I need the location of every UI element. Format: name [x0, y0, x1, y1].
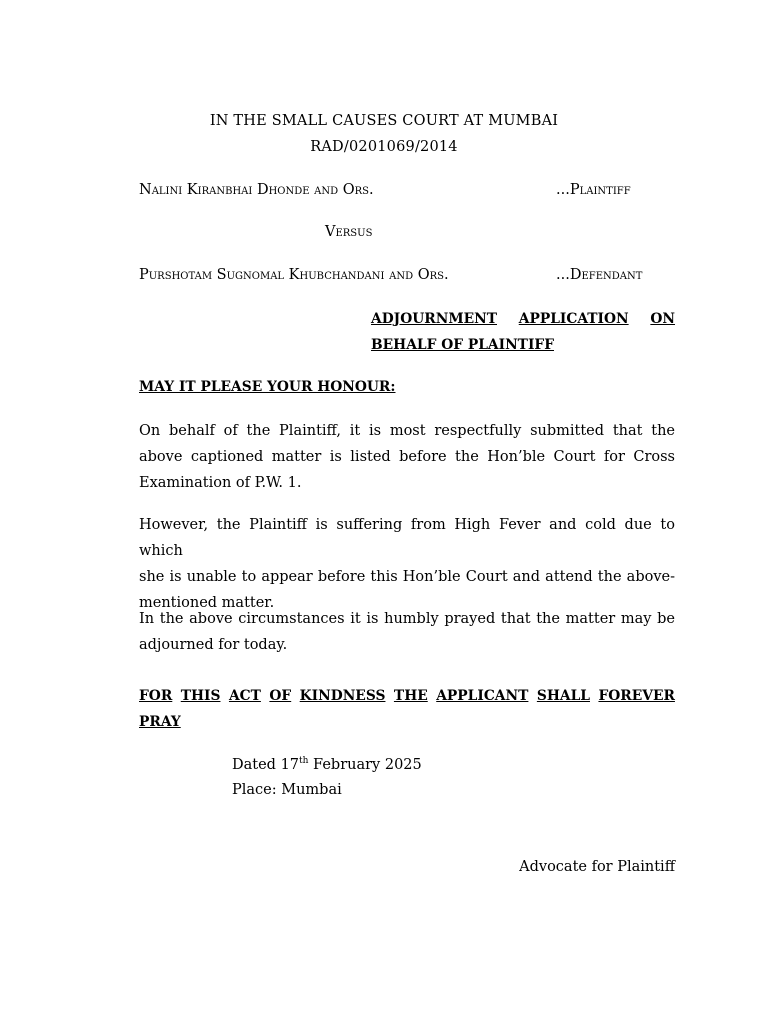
prayer-word: ACT: [228, 688, 261, 704]
heading-word: APPLICATION: [518, 311, 629, 327]
prayer-word: THIS: [180, 688, 221, 704]
application-heading: [371, 306, 675, 358]
prayer-word: OF: [269, 688, 292, 704]
prayer-word: SHALL: [536, 688, 590, 704]
place-line: Place: Mumbai: [232, 782, 342, 798]
prayer-line2: PRAY: [139, 714, 181, 730]
defendant-name: Purshotam Sugnomal Khubchandani and Ors.: [139, 267, 449, 283]
case-number: RAD/0201069/2014: [310, 139, 458, 155]
dated-line: [232, 756, 422, 773]
dated-rest: February 2025: [308, 757, 422, 773]
prayer-word: FOREVER: [598, 688, 675, 704]
paragraph-3: [139, 606, 675, 658]
plaintiff-role: ...Plaintiff: [556, 182, 631, 198]
paragraph-line: Examination of P.W. 1.: [139, 475, 302, 491]
prayer-line1: [139, 683, 675, 709]
application-heading-line2: BEHALF OF PLAINTIFF: [371, 337, 554, 353]
heading-word: ADJOURNMENT: [371, 311, 497, 327]
prayer-word: APPLICANT: [436, 688, 529, 704]
prayer-word: KINDNESS: [299, 688, 386, 704]
prayer-word: FOR: [139, 688, 173, 704]
plaintiff-name: Nalini Kiranbhai Dhonde and Ors.: [139, 182, 374, 198]
versus-label: Versus: [325, 224, 373, 240]
application-heading-line1: [371, 306, 675, 332]
prayer-word: THE: [393, 688, 428, 704]
heading-word: ON: [650, 311, 675, 327]
paragraph-line: adjourned for today.: [139, 637, 288, 653]
prayer-heading: [139, 683, 675, 735]
dated-prefix: Dated 17: [232, 757, 300, 773]
paragraph-line: she is unable to appear before this Hon’ble Court and attend the above-: [139, 569, 675, 585]
paragraph-line: On behalf of the Plaintiff, it is most respectfully submitted that the: [139, 423, 675, 439]
salutation: MAY IT PLEASE YOUR HONOUR:: [139, 379, 396, 395]
paragraph-2: [139, 512, 675, 616]
dated-ordinal: th: [299, 756, 309, 766]
advocate-signature: Advocate for Plaintiff: [519, 859, 675, 875]
paragraph-1: [139, 418, 675, 496]
paragraph-line: above captioned matter is listed before the Hon’ble Court for Cross: [139, 449, 675, 465]
paragraph-line: However, the Plaintiff is suffering from High Fever and cold due to which: [139, 517, 675, 559]
paragraph-line: In the above circumstances it is humbly prayed that the matter may be: [139, 611, 675, 627]
court-title: IN THE SMALL CAUSES COURT AT MUMBAI: [209, 113, 559, 129]
defendant-role: ...Defendant: [556, 267, 643, 283]
paragraph-line: mentioned matter.: [139, 595, 275, 611]
